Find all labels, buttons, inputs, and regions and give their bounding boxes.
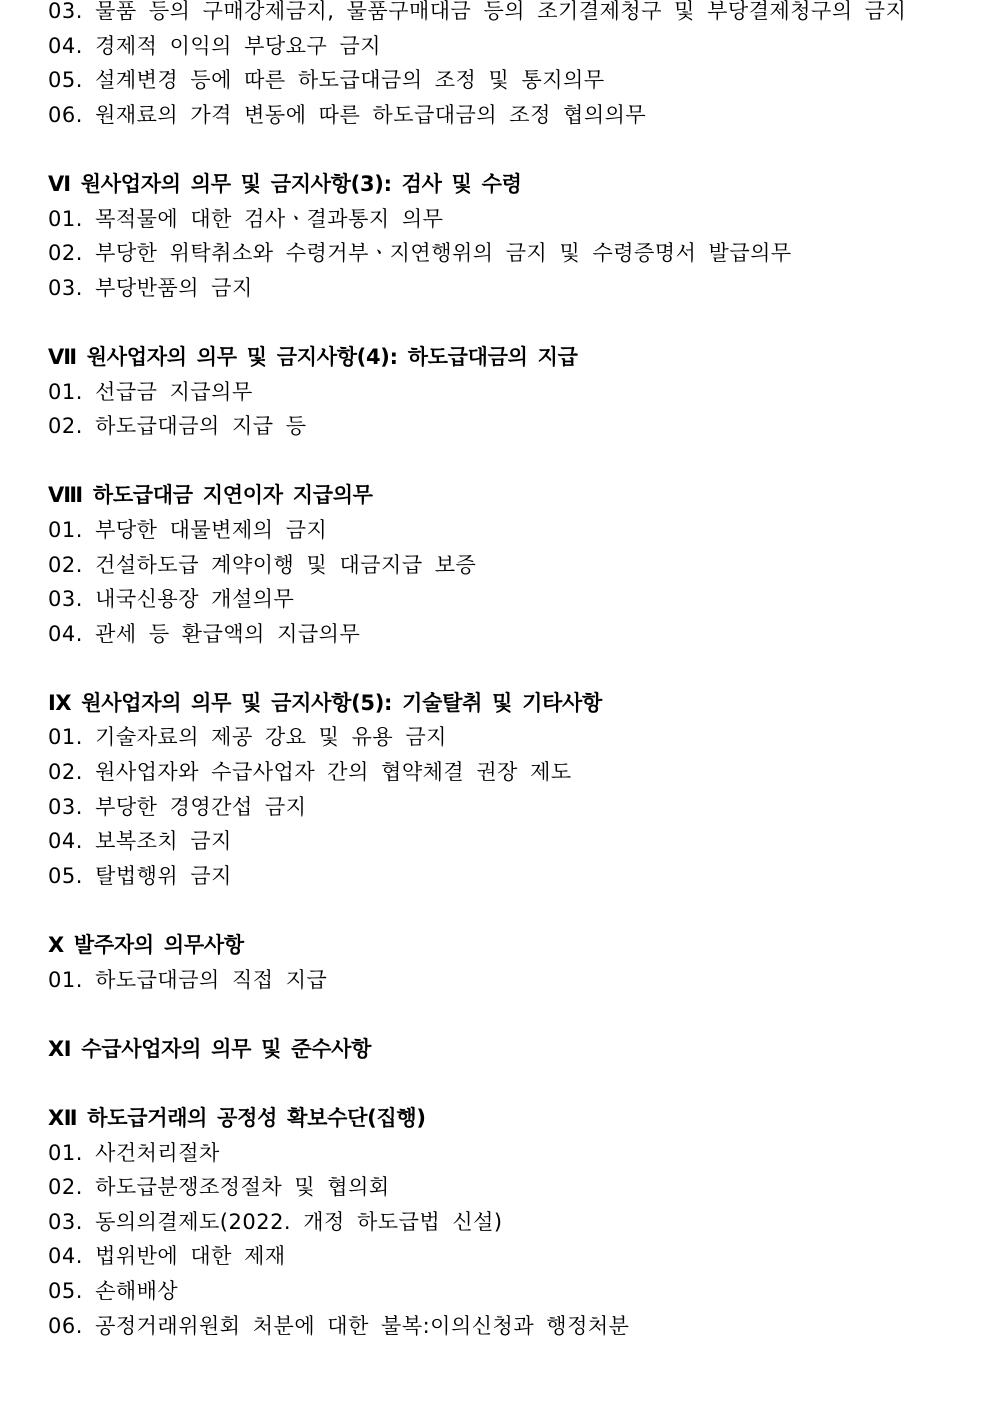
list-item: 05. 탈법행위 금지 xyxy=(48,863,232,888)
section-heading: Ⅵ 원사업자의 의무 및 금지사항(3): 검사 및 수령 xyxy=(48,171,522,196)
spacer xyxy=(48,651,968,686)
list-item: 03. 물품 등의 구매강제금지, 물품구매대금 등의 조기결제청구 및 부당결제청구의 금지 xyxy=(48,0,907,23)
spacer xyxy=(48,893,968,928)
section-heading: Ⅷ 하도급대금 지연이자 지급의무 xyxy=(48,483,373,508)
spacer xyxy=(48,1066,968,1101)
list-item: 04. 관세 등 환급액의 지급의무 xyxy=(48,621,361,646)
list-item: 02. 하도급분쟁조정절차 및 협의회 xyxy=(48,1175,390,1200)
list-item: 03. 부당반품의 금지 xyxy=(48,275,253,300)
list-item: 02. 부당한 위탁취소와 수령거부ㆍ지연행위의 금지 및 수령증명서 발급의무 xyxy=(48,241,792,266)
list-item: 01. 목적물에 대한 검사ㆍ결과통지 의무 xyxy=(48,206,444,231)
section-heading: Ⅻ 하도급거래의 공정성 확보수단(집행) xyxy=(48,1106,426,1130)
list-item: 01. 기술자료의 제공 강요 및 유용 금지 xyxy=(48,725,447,750)
list-item: 02. 건설하도급 계약이행 및 대금지급 보증 xyxy=(48,552,477,577)
list-item: 01. 하도급대금의 직접 지급 xyxy=(48,967,328,992)
list-item: 02. 하도급대금의 지급 등 xyxy=(48,414,307,439)
spacer xyxy=(48,997,968,1032)
list-item: 04. 경제적 이익의 부당요구 금지 xyxy=(48,33,382,58)
list-item: 03. 동의의결제도(2022. 개정 하도급법 신설) xyxy=(48,1209,503,1234)
list-item: 04. 보복조치 금지 xyxy=(48,829,232,854)
list-item: 01. 선급금 지급의무 xyxy=(48,379,253,404)
list-item: 06. 원재료의 가격 변동에 따른 하도급대금의 조정 협의의무 xyxy=(48,102,647,127)
section-heading: Ⅶ 원사업자의 의무 및 금지사항(4): 하도급대금의 지급 xyxy=(48,344,578,369)
list-item: 06. 공정거래위원회 처분에 대한 불복:이의신청과 행정처분 xyxy=(48,1313,630,1338)
spacer xyxy=(48,132,968,167)
spacer xyxy=(48,444,968,479)
list-item: 04. 법위반에 대한 제재 xyxy=(48,1244,286,1269)
section-heading: Ⅺ 수급사업자의 의무 및 준수사항 xyxy=(48,1036,372,1061)
section-heading: Ⅹ 발주자의 의무사항 xyxy=(48,933,244,958)
list-item: 03. 내국신용장 개설의무 xyxy=(48,587,295,612)
spacer xyxy=(48,305,968,340)
list-item: 01. 부당한 대물변제의 금지 xyxy=(48,517,328,542)
list-item: 05. 설계변경 등에 따른 하도급대금의 조정 및 통지의무 xyxy=(48,68,605,93)
list-item: 02. 원사업자와 수급사업자 간의 협약체결 권장 제도 xyxy=(48,760,572,785)
list-item: 01. 사건처리절차 xyxy=(48,1140,220,1165)
section-heading: Ⅸ 원사업자의 의무 및 금지사항(5): 기술탈취 및 기타사항 xyxy=(48,690,603,715)
document-page xyxy=(48,0,968,1343)
list-item: 03. 부당한 경영간섭 금지 xyxy=(48,794,307,819)
list-item: 05. 손해배상 xyxy=(48,1278,179,1303)
